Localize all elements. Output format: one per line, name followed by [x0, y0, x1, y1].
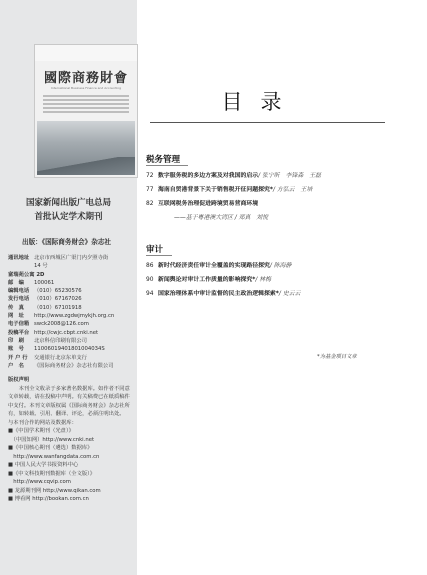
contact-label: 开 户 行 [8, 354, 28, 361]
contact-row [8, 354, 134, 362]
publisher: 出版：《国际商务财会》杂志社 [22, 238, 112, 246]
toc-entry[interactable] [146, 184, 416, 198]
contact-label: 印 刷 [8, 337, 24, 344]
toc-article-title: 新时代经济责任审计全覆盖的实现路径探究 [158, 263, 270, 269]
contact-label: 发行电话 [8, 296, 30, 303]
copyright-text: 本刊全文收录于多家著名数据库。如作者不同意文章转载，请在投稿中声明。有关稿费已在纸质稿件中支付。本刊文章版权属《国际商务财会》杂志社所有，如转载、引用、翻译、评论，必须注明出处。 [8, 385, 130, 417]
contact-value: 交通银行北京东单支行 [34, 354, 87, 361]
contact-label: 网 址 [8, 313, 24, 320]
page-title: 目录 [221, 90, 300, 114]
toc-list-tax [146, 170, 416, 226]
copyright-block [8, 376, 132, 504]
contact-value: 北京科信印刷有限公司 [34, 337, 87, 344]
institution-line-1: 国家新闻出版广电总局 [25, 198, 111, 208]
contact-value: 《国际商务财会》杂志社有限公司 [34, 362, 114, 369]
copyright-heading: 版权声明 [8, 377, 30, 383]
toc-article-title: 数字服务税的多边方案及对我国的启示 [158, 173, 259, 179]
toc-page-number: 72 [146, 173, 154, 179]
contact-row [8, 295, 134, 303]
contact-value: （010）67167026 [34, 296, 82, 303]
database-item: ■《中国核心期刊（遴选）数据库》 [8, 445, 93, 451]
title-rule [150, 122, 385, 123]
databases-heading: 与本刊合作的网站及数据库： [8, 419, 77, 426]
contact-row [8, 362, 134, 370]
toc-author: / 张宁昕 李锋森 王磊 [258, 173, 321, 179]
contact-label: 通讯地址 [8, 255, 30, 261]
contact-value: 100061 [34, 279, 55, 286]
section-heading-audit: 审计 [146, 245, 164, 255]
toc-article-title: 海南自贸港背景下关于销售税开征问题探究* [158, 187, 274, 193]
contact-row [8, 262, 134, 270]
toc-entry[interactable] [146, 198, 416, 212]
contact-row [8, 345, 134, 353]
cover-title: 國際商務財會 [43, 71, 128, 86]
contact-label: 邮 编 [8, 279, 24, 286]
contact-row [8, 279, 134, 287]
contact-label: 传 真 [8, 304, 24, 311]
cover-photo [37, 121, 135, 175]
contact-label: 富瑞苑公寓 2D [8, 271, 45, 278]
toc-author: / 林梅 [255, 277, 271, 283]
contact-row [8, 271, 134, 279]
toc-author: / 史云云 [278, 291, 301, 297]
contact-value: 14 号 [34, 263, 48, 270]
contact-value: （010）65230576 [34, 288, 82, 295]
contact-row [8, 287, 134, 295]
contact-row [8, 337, 134, 345]
toc-author: / 方弘云 王培 [273, 187, 313, 193]
contact-info [8, 254, 134, 370]
contact-row [8, 254, 134, 262]
contact-label: 投稿平台 [8, 329, 30, 336]
database-item: http://www.cqvip.com [8, 479, 71, 485]
contact-label: 户 名 [8, 362, 24, 369]
contact-label: 电子信箱 [8, 321, 30, 328]
database-item: ■ 龙源期刊网 http://www.qikan.com [8, 487, 101, 494]
contact-value: 北京市西城区广渠门内夕照寺街 [34, 255, 109, 261]
section-underline [146, 165, 188, 166]
toc-article-title: 新闻舆论对审计工作质量的影响探究* [158, 277, 256, 283]
toc-entry[interactable] [146, 212, 416, 226]
section-underline [146, 255, 172, 256]
cover-subtitle: International Business Finance and Accounting [50, 86, 122, 90]
contact-value: （010）67101918 [34, 304, 82, 311]
database-item: http://www.wanfangdata.com.cn [8, 453, 100, 460]
contact-value: 11006019401801004034S [34, 346, 105, 353]
footnote: *为基金项目文章 [317, 354, 357, 360]
database-list [8, 427, 132, 504]
contact-label: 编辑电话 [8, 288, 30, 295]
database-item: ■ 中国人民大学书报资料中心 [8, 462, 79, 468]
toc-page-number: 90 [146, 277, 154, 283]
institution-line-2: 首批认定学术期刊 [34, 212, 103, 222]
toc-page-number: 86 [146, 263, 154, 269]
contact-row [8, 304, 134, 312]
section-heading-tax: 税务管理 [146, 155, 181, 165]
toc-list-audit [146, 260, 416, 302]
toc-page-number: 77 [146, 187, 154, 193]
database-item: ■《中文科技期刊数据库（全文版）》 [8, 470, 96, 477]
toc-entry[interactable] [146, 288, 416, 302]
toc-subtitle: ——基于粤港澳大湾区 / 郑真 刘悦 [174, 215, 269, 221]
contact-label: 账 号 [8, 346, 24, 353]
contact-row [8, 312, 134, 320]
toc-entry[interactable] [146, 260, 416, 274]
toc-author: / 陈海静 [269, 263, 292, 269]
contact-row [8, 320, 134, 328]
contact-value: http://cwjc.cbpt.cnki.net [34, 329, 99, 336]
toc-entry[interactable] [146, 170, 416, 184]
toc-article-title: 国家治理体系中审计监督的民主政治逻辑探索* [158, 291, 279, 297]
toc-article-title: 互联网税务治理促进跨境贸易营商环境 [158, 201, 259, 207]
database-item: ■《中国学术期刊（光盘）》 [8, 428, 74, 434]
database-item: （中国知网）http://www.cnki.net [8, 436, 95, 443]
contact-row [8, 329, 134, 337]
contact-value: http://www.zgdwjmykjh.org.cn [34, 313, 115, 320]
toc-page-number: 94 [146, 291, 154, 297]
database-item: ■ 博看网 http://bookan.com.cn [8, 496, 89, 502]
toc-entry[interactable] [146, 274, 416, 288]
toc-page-number: 82 [146, 201, 154, 207]
contact-value: swck2008@126.com [34, 321, 89, 328]
